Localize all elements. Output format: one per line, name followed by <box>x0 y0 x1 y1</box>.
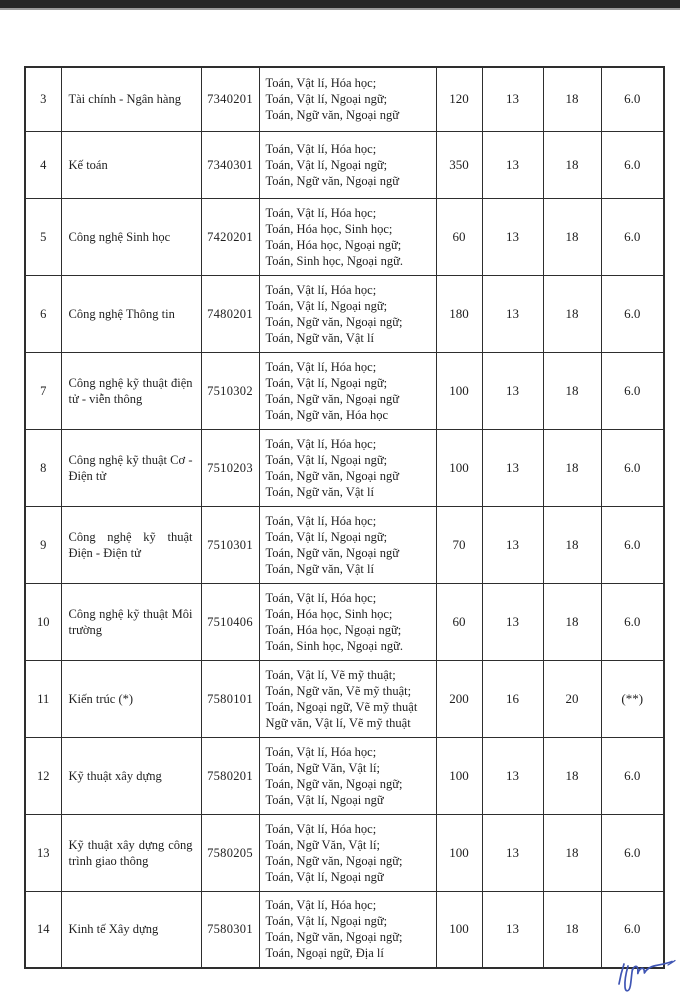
cell-subject-combinations <box>259 429 436 506</box>
cell-score-1: 13 <box>482 506 543 583</box>
cell-quota: 100 <box>436 737 482 814</box>
cell-row-number: 13 <box>25 814 61 891</box>
cell-quota: 120 <box>436 67 482 131</box>
subject-combination-line: Toán, Vật lí, Ngoại ngữ <box>265 869 384 884</box>
cell-major-name: Công nghệ Sinh học <box>61 198 201 275</box>
cell-subject-combinations <box>259 891 436 968</box>
cell-score-1: 13 <box>482 275 543 352</box>
cell-score-2: 20 <box>543 660 601 737</box>
cell-row-number: 12 <box>25 737 61 814</box>
subject-combination-line: Toán, Hóa học, Sinh học; <box>265 606 393 621</box>
cell-score-3: 6.0 <box>601 352 664 429</box>
subject-combination-line: Toán, Ngữ Văn, Vật lí; <box>265 760 380 775</box>
table-row <box>25 506 664 583</box>
cell-major-code: 7510203 <box>201 429 259 506</box>
cell-score-2: 18 <box>543 429 601 506</box>
table-row <box>25 275 664 352</box>
subject-combination-line: Toán, Ngữ Văn, Vật lí; <box>265 837 380 852</box>
subject-combination-line: Toán, Ngữ văn, Vẽ mỹ thuật; <box>265 683 412 698</box>
cell-score-1: 13 <box>482 814 543 891</box>
cell-score-1: 13 <box>482 198 543 275</box>
subject-combination-line: Toán, Vật lí, Hóa học; <box>265 513 377 528</box>
cell-score-1: 13 <box>482 737 543 814</box>
cell-major-code: 7420201 <box>201 198 259 275</box>
cell-subject-combinations <box>259 583 436 660</box>
cell-score-1: 13 <box>482 583 543 660</box>
subject-combination-line: Toán, Ngoại ngữ, Vẽ mỹ thuật <box>265 699 418 714</box>
cell-major-code: 7510301 <box>201 506 259 583</box>
subject-combination-line: Toán, Hóa học, Ngoại ngữ; <box>265 622 402 637</box>
cell-major-name: Kinh tế Xây dựng <box>61 891 201 968</box>
cell-score-2: 18 <box>543 583 601 660</box>
cell-major-name: Kiến trúc (*) <box>61 660 201 737</box>
subject-combination-line: Toán, Sinh học, Ngoại ngữ. <box>265 253 403 268</box>
table-row <box>25 198 664 275</box>
cell-major-name: Công nghệ kỹ thuật Môi trường <box>61 583 201 660</box>
cell-subject-combinations <box>259 131 436 198</box>
cell-score-2: 18 <box>543 67 601 131</box>
cell-major-code: 7580301 <box>201 891 259 968</box>
cell-subject-combinations <box>259 198 436 275</box>
cell-major-code: 7580201 <box>201 737 259 814</box>
cell-score-1: 13 <box>482 67 543 131</box>
subject-combination-line: Toán, Vật lí, Ngoại ngữ; <box>265 914 388 929</box>
subject-combination-line: Toán, Vật lí, Ngoại ngữ; <box>265 375 388 390</box>
subject-combination-line: Toán, Ngữ văn, Ngoại ngữ <box>265 108 399 123</box>
cell-major-name: Tài chính - Ngân hàng <box>61 67 201 131</box>
cell-score-1: 13 <box>482 131 543 198</box>
subject-combination-line: Toán, Ngữ văn, Ngoại ngữ <box>265 173 399 188</box>
cell-score-1: 13 <box>482 891 543 968</box>
cell-row-number: 11 <box>25 660 61 737</box>
subject-combination-line: Toán, Vật lí, Ngoại ngữ; <box>265 452 388 467</box>
subject-combination-line: Toán, Sinh học, Ngoại ngữ. <box>265 638 403 653</box>
subject-combination-line: Toán, Vật lí, Hóa học; <box>265 359 377 374</box>
subject-combination-line: Toán, Ngữ văn, Ngoại ngữ; <box>265 314 403 329</box>
cell-major-code: 7510302 <box>201 352 259 429</box>
table-row <box>25 583 664 660</box>
cell-row-number: 7 <box>25 352 61 429</box>
subject-combination-line: Toán, Vật lí, Hóa học; <box>265 282 377 297</box>
subject-combination-line: Toán, Ngữ văn, Ngoại ngữ; <box>265 776 403 791</box>
cell-score-3: 6.0 <box>601 67 664 131</box>
cell-quota: 180 <box>436 275 482 352</box>
subject-combination-line: Toán, Ngữ văn, Ngoại ngữ; <box>265 930 403 945</box>
cell-subject-combinations <box>259 737 436 814</box>
cell-quota: 350 <box>436 131 482 198</box>
subject-combination-line: Toán, Ngữ văn, Vật lí <box>265 330 374 345</box>
cell-score-1: 16 <box>482 660 543 737</box>
cell-major-name: Công nghệ kỹ thuật Điện - Điện tử <box>61 506 201 583</box>
cell-score-1: 13 <box>482 352 543 429</box>
cell-score-3: (**) <box>601 660 664 737</box>
cell-score-2: 18 <box>543 131 601 198</box>
cell-score-2: 18 <box>543 506 601 583</box>
cell-quota: 60 <box>436 198 482 275</box>
cell-major-name: Kỹ thuật xây dựng <box>61 737 201 814</box>
cell-score-3: 6.0 <box>601 275 664 352</box>
cell-score-3: 6.0 <box>601 506 664 583</box>
subject-combination-line: Toán, Vật lí, Hóa học; <box>265 898 377 913</box>
cell-score-2: 18 <box>543 891 601 968</box>
subject-combination-line: Toán, Hóa học, Ngoại ngữ; <box>265 237 402 252</box>
cell-score-2: 18 <box>543 275 601 352</box>
table-row <box>25 352 664 429</box>
table-row <box>25 131 664 198</box>
subject-combination-line: Toán, Vật lí, Hóa học; <box>265 141 377 156</box>
cell-quota: 100 <box>436 814 482 891</box>
cell-score-3: 6.0 <box>601 814 664 891</box>
subject-combination-line: Toán, Ngữ văn, Hóa học <box>265 407 389 422</box>
cell-major-code: 7340201 <box>201 67 259 131</box>
cell-major-name: Kỹ thuật xây dựng công trình giao thông <box>61 814 201 891</box>
cell-score-2: 18 <box>543 814 601 891</box>
admission-quota-table <box>24 66 665 969</box>
cell-major-code: 7340301 <box>201 131 259 198</box>
cell-major-name: Công nghệ kỹ thuật Cơ - Điện tử <box>61 429 201 506</box>
table-row <box>25 814 664 891</box>
cell-score-2: 18 <box>543 737 601 814</box>
cell-quota: 100 <box>436 891 482 968</box>
cell-major-code: 7510406 <box>201 583 259 660</box>
cell-score-3: 6.0 <box>601 429 664 506</box>
subject-combination-line: Toán, Vật lí, Vẽ mỹ thuật; <box>265 667 396 682</box>
cell-subject-combinations <box>259 660 436 737</box>
subject-combination-line: Toán, Vật lí, Ngoại ngữ; <box>265 157 388 172</box>
cell-quota: 200 <box>436 660 482 737</box>
subject-combination-line: Toán, Vật lí, Ngoại ngữ; <box>265 92 388 107</box>
subject-combination-line: Toán, Vật lí, Hóa học; <box>265 205 377 220</box>
subject-combination-line: Toán, Vật lí, Hóa học; <box>265 821 377 836</box>
subject-combination-line: Ngữ văn, Vật lí, Vẽ mỹ thuật <box>265 715 411 730</box>
subject-combination-line: Toán, Ngữ văn, Ngoại ngữ <box>265 545 399 560</box>
subject-combination-line: Toán, Vật lí, Ngoại ngữ <box>265 792 384 807</box>
cell-row-number: 3 <box>25 67 61 131</box>
cell-major-code: 7480201 <box>201 275 259 352</box>
cell-quota: 60 <box>436 583 482 660</box>
cell-row-number: 9 <box>25 506 61 583</box>
cell-quota: 70 <box>436 506 482 583</box>
cell-subject-combinations <box>259 814 436 891</box>
subject-combination-line: Toán, Ngữ văn, Ngoại ngữ; <box>265 853 403 868</box>
cell-score-2: 18 <box>543 198 601 275</box>
subject-combination-line: Toán, Ngoại ngữ, Địa lí <box>265 946 384 961</box>
cell-score-1: 13 <box>482 429 543 506</box>
cell-row-number: 5 <box>25 198 61 275</box>
cell-major-name: Công nghệ Thông tin <box>61 275 201 352</box>
cell-row-number: 8 <box>25 429 61 506</box>
cell-subject-combinations <box>259 67 436 131</box>
cell-quota: 100 <box>436 352 482 429</box>
cell-row-number: 6 <box>25 275 61 352</box>
cell-score-3: 6.0 <box>601 891 664 968</box>
cell-major-name: Công nghệ kỹ thuật điện tử - viễn thông <box>61 352 201 429</box>
subject-combination-line: Toán, Ngữ văn, Ngoại ngữ <box>265 391 399 406</box>
table-row <box>25 429 664 506</box>
cell-score-2: 18 <box>543 352 601 429</box>
cell-major-code: 7580101 <box>201 660 259 737</box>
subject-combination-line: Toán, Vật lí, Hóa học; <box>265 436 377 451</box>
cell-score-3: 6.0 <box>601 583 664 660</box>
cell-score-3: 6.0 <box>601 737 664 814</box>
subject-combination-line: Toán, Vật lí, Hóa học; <box>265 76 377 91</box>
subject-combination-line: Toán, Ngữ văn, Vật lí <box>265 561 374 576</box>
table-row <box>25 660 664 737</box>
scanned-page-top-edge <box>0 0 680 10</box>
cell-subject-combinations <box>259 352 436 429</box>
subject-combination-line: Toán, Vật lí, Hóa học; <box>265 744 377 759</box>
subject-combination-line: Toán, Vật lí, Ngoại ngữ; <box>265 529 388 544</box>
cell-major-code: 7580205 <box>201 814 259 891</box>
subject-combination-line: Toán, Vật lí, Ngoại ngữ; <box>265 298 388 313</box>
subject-combination-line: Toán, Ngữ văn, Vật lí <box>265 484 374 499</box>
handwritten-signature <box>610 956 680 998</box>
subject-combination-line: Toán, Hóa học, Sinh học; <box>265 221 393 236</box>
cell-subject-combinations <box>259 506 436 583</box>
cell-quota: 100 <box>436 429 482 506</box>
cell-score-3: 6.0 <box>601 131 664 198</box>
table-row <box>25 67 664 131</box>
cell-row-number: 10 <box>25 583 61 660</box>
table-row <box>25 737 664 814</box>
cell-major-name: Kế toán <box>61 131 201 198</box>
table-row <box>25 891 664 968</box>
cell-score-3: 6.0 <box>601 198 664 275</box>
subject-combination-line: Toán, Ngữ văn, Ngoại ngữ <box>265 468 399 483</box>
admission-table-body <box>25 67 664 968</box>
subject-combination-line: Toán, Vật lí, Hóa học; <box>265 590 377 605</box>
cell-row-number: 4 <box>25 131 61 198</box>
cell-subject-combinations <box>259 275 436 352</box>
cell-row-number: 14 <box>25 891 61 968</box>
